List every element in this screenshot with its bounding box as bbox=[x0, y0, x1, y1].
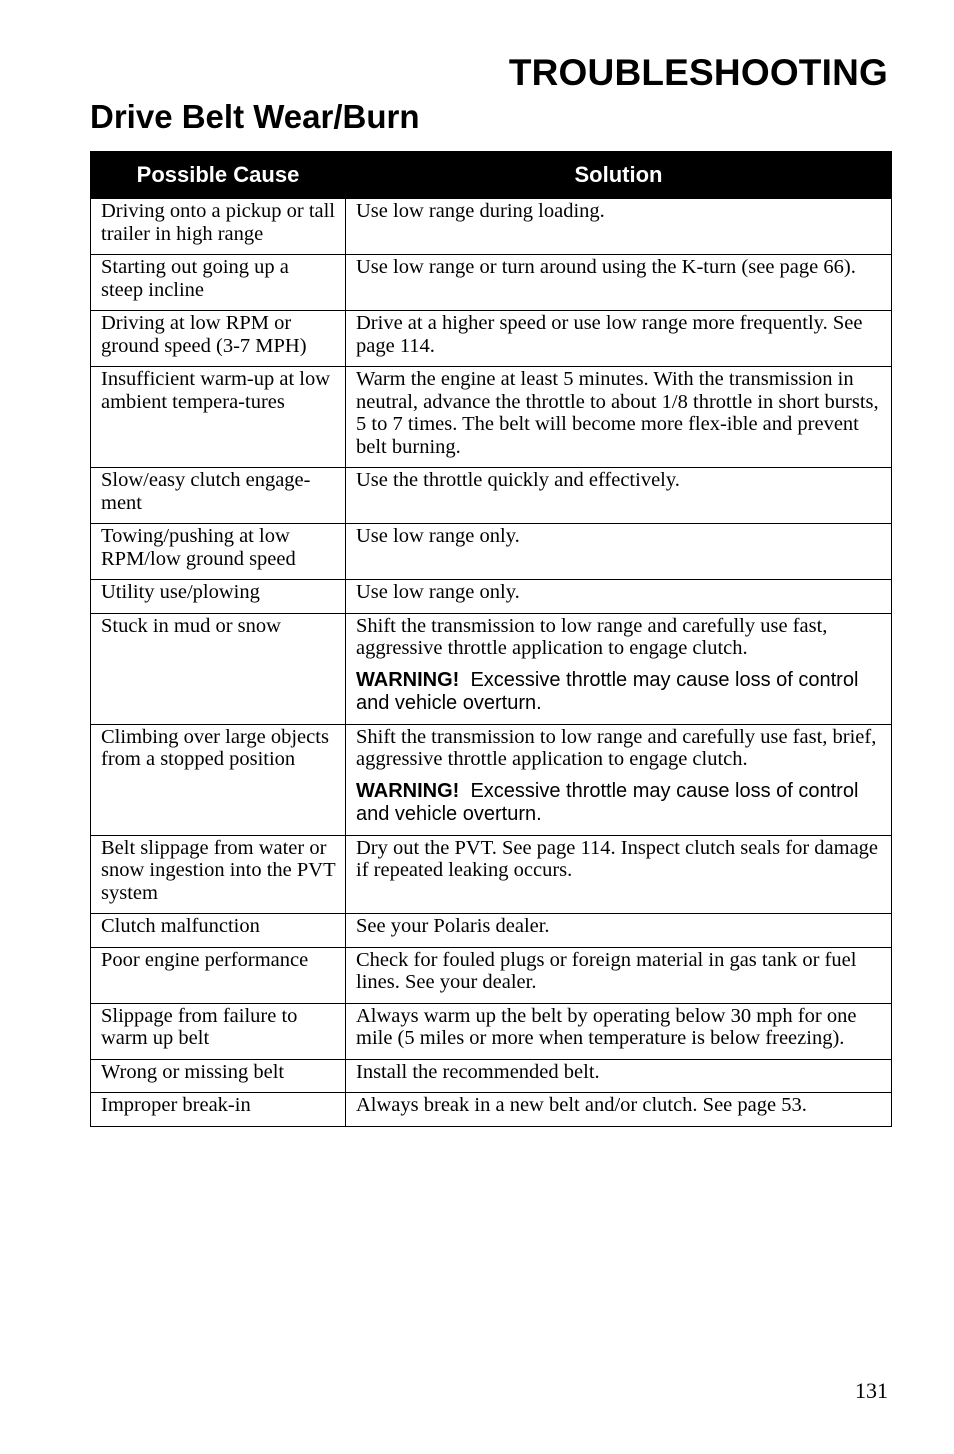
table-row bbox=[91, 367, 892, 468]
solution-cell: Dry out the PVT. See page 114. Inspect clutch seals for damage if repeated leaking occurs. bbox=[346, 835, 892, 914]
table-row bbox=[91, 468, 892, 524]
cause-cell: Slow/easy clutch engage-ment bbox=[91, 468, 346, 524]
solution-cell: Use low range only. bbox=[346, 580, 892, 614]
table-row bbox=[91, 1059, 892, 1093]
cause-cell: Insufficient warm-up at low ambient tempera-tures bbox=[91, 367, 346, 468]
cause-cell: Clutch malfunction bbox=[91, 914, 346, 948]
solution-text: Shift the transmission to low range and carefully use fast, aggressive throttle application to engage clutch. bbox=[356, 614, 828, 659]
solution-cell: Always break in a new belt and/or clutch. See page 53. bbox=[346, 1093, 892, 1127]
warning-note bbox=[356, 780, 882, 826]
cause-cell: Driving at low RPM or ground speed (3-7 MPH) bbox=[91, 311, 346, 367]
table-row bbox=[91, 199, 892, 255]
table-row bbox=[91, 311, 892, 367]
solution-cell: Use low range during loading. bbox=[346, 199, 892, 255]
page-heading: Drive Belt Wear/Burn bbox=[90, 98, 420, 135]
cause-cell: Climbing over large objects from a stopped position bbox=[91, 724, 346, 835]
column-header-solution: Solution bbox=[346, 152, 892, 199]
solution-cell: Warm the engine at least 5 minutes. With the transmission in neutral, advance the throttle to about 1/8 throttle in short bursts, 5 to 7 times. The belt will become more flex-ible and prevent belt burning. bbox=[346, 367, 892, 468]
solution-cell: Check for fouled plugs or foreign material in gas tank or fuel lines. See your dealer. bbox=[346, 947, 892, 1003]
solution-text: Shift the transmission to low range and carefully use fast, brief, aggressive throttle application to engage clutch. bbox=[356, 725, 877, 770]
solution-cell: Use low range only. bbox=[346, 524, 892, 580]
solution-cell: Use the throttle quickly and effectively. bbox=[346, 468, 892, 524]
table-row bbox=[91, 835, 892, 914]
cause-cell: Starting out going up a steep incline bbox=[91, 255, 346, 311]
cause-cell: Utility use/plowing bbox=[91, 580, 346, 614]
column-header-cause: Possible Cause bbox=[91, 152, 346, 199]
table-header-row bbox=[91, 152, 892, 199]
cause-cell: Slippage from failure to warm up belt bbox=[91, 1003, 346, 1059]
solution-cell: Install the recommended belt. bbox=[346, 1059, 892, 1093]
cause-cell: Belt slippage from water or snow ingestion into the PVT system bbox=[91, 835, 346, 914]
solution-cell: See your Polaris dealer. bbox=[346, 914, 892, 948]
cause-cell: Improper break-in bbox=[91, 1093, 346, 1127]
cause-cell: Towing/pushing at low RPM/low ground speed bbox=[91, 524, 346, 580]
warning-text: Excessive throttle may cause loss of control and vehicle overturn. bbox=[356, 668, 859, 714]
table-row bbox=[91, 255, 892, 311]
table-row bbox=[91, 1093, 892, 1127]
troubleshooting-table bbox=[90, 151, 892, 1127]
solution-cell bbox=[346, 724, 892, 835]
warning-note bbox=[356, 669, 882, 715]
warning-label: WARNING! bbox=[356, 779, 460, 802]
section-title: TROUBLESHOOTING bbox=[508, 52, 888, 93]
solution-cell bbox=[346, 613, 892, 724]
table-row bbox=[91, 914, 892, 948]
table-row bbox=[91, 524, 892, 580]
cause-cell: Stuck in mud or snow bbox=[91, 613, 346, 724]
table-row bbox=[91, 947, 892, 1003]
table-row bbox=[91, 613, 892, 724]
page-number: 131 bbox=[855, 1378, 888, 1403]
cause-cell: Wrong or missing belt bbox=[91, 1059, 346, 1093]
table-row bbox=[91, 724, 892, 835]
solution-cell: Use low range or turn around using the K-turn (see page 66). bbox=[346, 255, 892, 311]
table-row bbox=[91, 1003, 892, 1059]
warning-text: Excessive throttle may cause loss of control and vehicle overturn. bbox=[356, 779, 859, 825]
solution-cell: Drive at a higher speed or use low range more frequently. See page 114. bbox=[346, 311, 892, 367]
solution-cell: Always warm up the belt by operating below 30 mph for one mile (5 miles or more when temperature is below freezing). bbox=[346, 1003, 892, 1059]
table-row bbox=[91, 580, 892, 614]
cause-cell: Driving onto a pickup or tall trailer in high range bbox=[91, 199, 346, 255]
warning-label: WARNING! bbox=[356, 668, 460, 691]
cause-cell: Poor engine performance bbox=[91, 947, 346, 1003]
